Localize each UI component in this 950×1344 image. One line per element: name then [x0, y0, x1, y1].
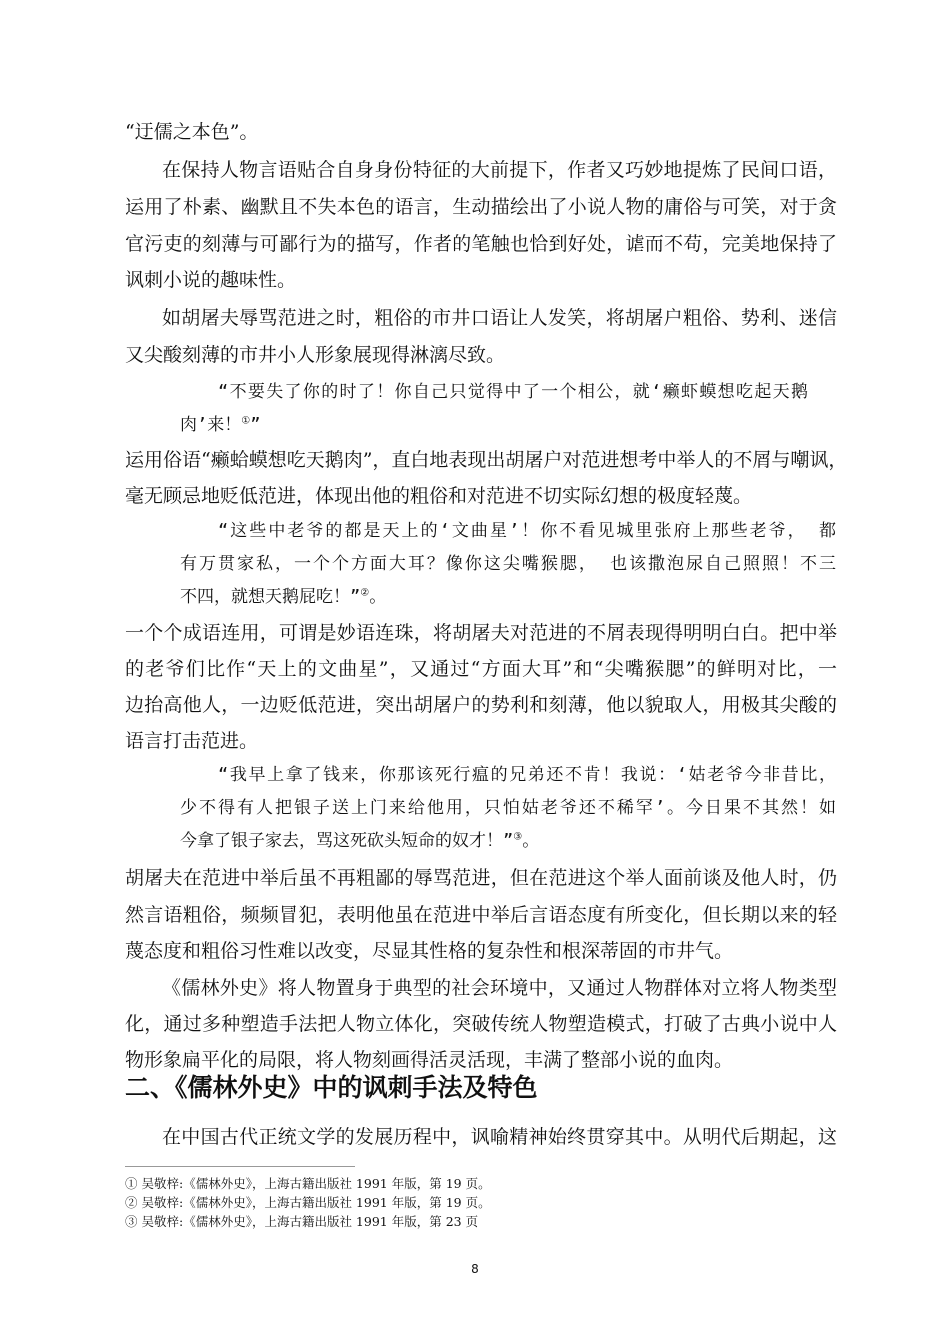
quote-line: “不要失了你的时了！你自己只觉得中了一个相公，就‘癞虾蟆想吃起天鹅 — [218, 382, 808, 402]
text-line: 边抬高他人，一边贬低范进，突出胡屠户的势利和刻薄，他以貌取人，用极其尖酸的 — [125, 694, 837, 716]
text-line: 在保持人物言语贴合自身身份特征的大前提下，作者又巧妙地提炼了民间口语， — [162, 159, 837, 181]
quote-line — [180, 585, 386, 609]
quote-line — [180, 413, 260, 437]
text-line: 蔑态度和粗俗习性难以改变，尽显其性格的复杂性和根深蒂固的市井气。 — [125, 940, 734, 962]
text-line: 化，通过多种塑造手法把人物立体化，突破传统人物塑造模式，打破了古典小说中人 — [125, 1013, 837, 1035]
footnote-mark: ① — [125, 1176, 138, 1191]
quote-line — [180, 829, 539, 853]
text-line: 语言打击范进。 — [125, 730, 259, 752]
text-line: 又尖酸刻薄的市井小人形象展现得淋漓尽致。 — [125, 344, 506, 366]
quote-text: 不四，就想天鹅屁吃！” — [180, 587, 361, 607]
footnote-ref: ① — [241, 415, 251, 427]
text-line: 的老爷们比作“天上的文曲星”，又通过“方面大耳”和“尖嘴猴腮”的鲜明对比，一 — [125, 658, 837, 680]
text-line: “迂儒之本色”。 — [125, 121, 259, 143]
section-heading: 二、《儒林外史》中的讽刺手法及特色 — [125, 1073, 538, 1102]
quote-line: 有万贯家私，一个个方面大耳？像你这尖嘴猴腮， 也该撒泡尿自己照照！不三 — [180, 554, 836, 574]
text-line: 《儒林外史》将人物置身于典型的社会环境中，又通过人物群体对立将人物类型 — [162, 977, 837, 999]
footnote — [125, 1195, 491, 1211]
quote-text: ” — [250, 415, 261, 435]
footnote-mark: ③ — [125, 1214, 138, 1229]
quote-line: “我早上拿了钱来，你那该死行瘟的兄弟还不肯！我说：‘姑老爷今非昔比， — [218, 765, 836, 785]
text-line: 讽刺小说的趣味性。 — [125, 269, 297, 291]
quote-text: 。 — [369, 587, 387, 607]
text-line: 如胡屠夫辱骂范进之时，粗俗的市井口语让人发笑，将胡屠户粗俗、势利、迷信 — [162, 307, 837, 329]
footnote — [125, 1214, 478, 1230]
quote-line: 少不得有人把银子送上门来给他用，只怕姑老爷还不稀罕’。今日果不其然！如 — [180, 798, 836, 818]
footnote — [125, 1176, 491, 1192]
text-line: 一个个成语连用，可谓是妙语连珠，将胡屠夫对范进的不屑表现得明明白白。把中举 — [125, 622, 837, 644]
text-line: 官污吏的刻薄与可鄙行为的描写，作者的笔触也恰到好处，谑而不苟，完美地保持了 — [125, 233, 837, 255]
quote-text: 今拿了银子家去，骂这死砍头短命的奴才！” — [180, 831, 514, 851]
text-line: 物形象扁平化的局限，将人物刻画得活灵活现，丰满了整部小说的血肉。 — [125, 1049, 734, 1071]
quote-text: 。 — [522, 831, 540, 851]
footnote-separator — [125, 1166, 355, 1167]
text-line: 毫无顾忌地贬低范进，体现出他的粗俗和对范进不切实际幻想的极度轻蔑。 — [125, 485, 753, 507]
text-line: 在中国古代正统文学的发展历程中，讽喻精神始终贯穿其中。从明代后期起，这 — [162, 1126, 837, 1148]
footnote-text: 吴敬梓:《儒林外史》，上海古籍出版社 1991 年版，第 23 页 — [141, 1214, 479, 1229]
quote-line: “这些中老爷的都是天上的‘文曲星’！你不看见城里张府上那些老爷， 都 — [218, 521, 836, 541]
footnote-text: 吴敬梓:《儒林外史》，上海古籍出版社 1991 年版，第 19 页。 — [141, 1195, 491, 1210]
footnote-ref: ② — [360, 587, 370, 599]
footnote-ref: ③ — [513, 831, 523, 843]
text-line: 运用了朴素、幽默且不失本色的语言，生动描绘出了小说人物的庸俗与可笑，对于贪 — [125, 196, 837, 218]
footnote-text: 吴敬梓:《儒林外史》，上海古籍出版社 1991 年版，第 19 页。 — [141, 1176, 491, 1191]
quote-text: 肉’来！ — [180, 415, 242, 435]
text-line: 然言语粗俗，频频冒犯，表明他虽在范进中举后言语态度有所变化，但长期以来的轻 — [125, 904, 837, 926]
page-number: 8 — [471, 1262, 479, 1276]
text-line: 胡屠夫在范进中举后虽不再粗鄙的辱骂范进，但在范进这个举人面前谈及他人时，仍 — [125, 867, 837, 889]
footnote-mark: ② — [125, 1195, 138, 1210]
text-line: 运用俗语“癞蛤蟆想吃天鹅肉”，直白地表现出胡屠户对范进想考中举人的不屑与嘲讽， — [125, 449, 848, 471]
